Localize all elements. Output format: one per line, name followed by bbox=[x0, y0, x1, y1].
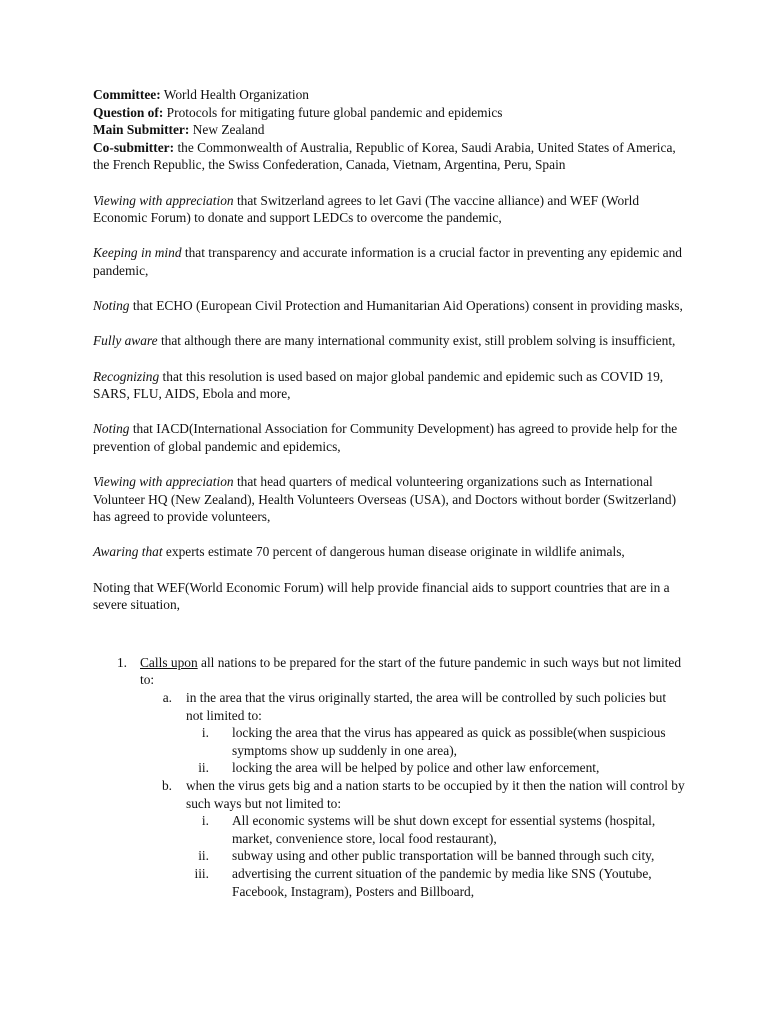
preamble-clause: Noting that ECHO (European Civil Protection and Humanitarian Aid Operations) consent in providing masks, bbox=[93, 298, 683, 314]
operative-lead: Calls upon bbox=[140, 654, 198, 670]
question-line: Question of: Protocols for mitigating future global pandemic and epidemics bbox=[93, 104, 503, 120]
preamble-clause: Keeping in mind that transparency and accurate information is a crucial factor in preventing any epidemic and pandemic, bbox=[93, 245, 682, 278]
subclause-b-i: i. All economic systems will be shut down except for essential systems (hospital, market, convenience store, local food restaurant), bbox=[201, 813, 656, 846]
preamble-clause: Awaring that experts estimate 70 percent of dangerous human disease originate in wildlife animals, bbox=[93, 544, 625, 560]
operative-clauses bbox=[93, 654, 685, 900]
preamble-clause: Viewing with appreciation that head quarters of medical volunteering organizations such as International Volunteer HQ (New Zealand), Health Volunteers Overseas (USA), and Doctors without border (Switzerland) has agreed to provide volunteers, bbox=[93, 474, 677, 525]
preamble-clause: Fully aware that although there are many international community exist, still problem solving is insufficient, bbox=[93, 333, 676, 349]
preamble-clause: Viewing with appreciation that Switzerland agrees to let Gavi (The vaccine alliance) and WEF (World Economic Forum) to donate and support LEDCs to overcome the pandemic, bbox=[93, 192, 640, 226]
cosubmitter-line: Co-submitter: the Commonwealth of Australia, Republic of Korea, Saudi Arabia, United States of America, the French Republic, the Swiss Confederation, Canada, Vietnam, Argentina, Peru, Spain bbox=[93, 139, 676, 173]
subclause-b: b. when the virus gets big and a nation starts to be occupied by it then the nation will control by such ways but not limited to: bbox=[161, 777, 685, 811]
subclause-b-ii: ii. subway using and other public transportation will be banned through such city, bbox=[198, 848, 655, 864]
preambulatory-clauses bbox=[93, 192, 685, 614]
committee-line: Committee: World Health Organization bbox=[93, 87, 309, 102]
resolution-body bbox=[93, 86, 685, 900]
subclause-a-ii: ii. locking the area will be helped by police and other law enforcement, bbox=[198, 760, 600, 776]
resolution-header bbox=[93, 86, 685, 174]
preamble-clause: Recognizing that this resolution is used based on major global pandemic and epidemic such as COVID 19, SARS, FLU, AIDS, Ebola and more, bbox=[93, 368, 664, 402]
subclause-b-iii: iii. advertising the current situation of the pandemic by media like SNS (Youtube, Facebook, Instagram), Posters and Billboard, bbox=[194, 865, 652, 899]
operative-clause-1: 1. Calls upon all nations to be prepared for the start of the future pandemic in such ways but not limited to: bbox=[116, 654, 682, 688]
subclause-a-i: i. locking the area that the virus has appeared as quick as possible(when suspicious symptoms show up suddenly in one area), bbox=[201, 725, 666, 758]
subclause-a: a. in the area that the virus originally started, the area will be controlled by such policies but not limited to: bbox=[162, 690, 667, 723]
preamble-clause: Noting that IACD(International Association for Community Development) has agreed to provide help for the prevention of global pandemic and epidemics, bbox=[93, 421, 678, 454]
main-submitter-line: Main Submitter: New Zealand bbox=[93, 122, 265, 138]
preamble-clause: Noting that WEF(World Economic Forum) will help provide financial aids to support countries that are in a severe situation, bbox=[93, 579, 670, 613]
